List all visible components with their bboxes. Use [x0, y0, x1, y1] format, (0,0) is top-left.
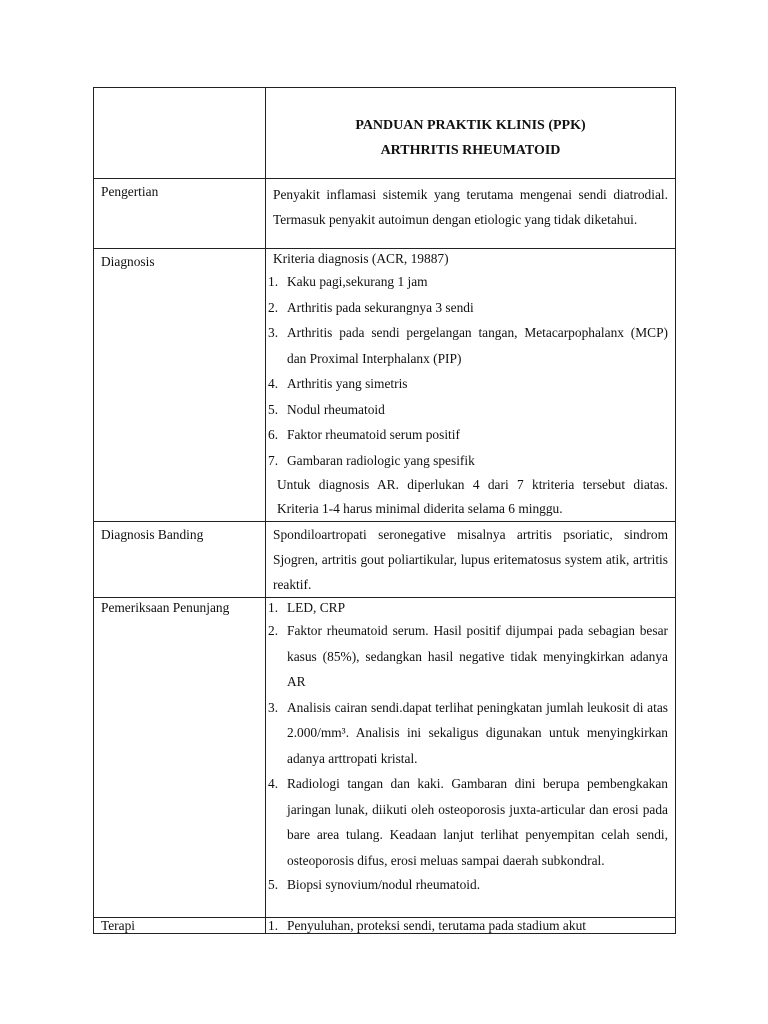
row-label: Terapi	[94, 918, 266, 934]
list-item-text: Kaku pagi,sekurang 1 jam	[287, 274, 428, 289]
row-content	[266, 522, 676, 598]
list-item	[268, 269, 668, 295]
row-content	[266, 598, 676, 918]
list-number: 3.	[268, 699, 279, 715]
list-number: 2.	[268, 623, 279, 638]
list-item	[268, 422, 668, 448]
list-item-text: Arthritis pada sekurangnya 3 sendi	[287, 299, 474, 315]
list-number: 6.	[268, 427, 279, 442]
ppk-table	[93, 87, 676, 934]
list-item-text: Radiologi tangan dan kaki. Gambaran dini berupa pembengkakan jaringan lunak, diikuti oleh osteoporosis juxta-articular dan erosi pada bare area tulang. Keadaan lanjut terlihat penyempitan celah sendi, osteoporosis difus, erosi meluas sampai daerah subkondral.	[287, 776, 668, 868]
list-item	[268, 873, 668, 896]
row-terapi	[94, 918, 676, 934]
row-label: Pemeriksaan Penunjang	[94, 598, 266, 918]
title-line-1: PANDUAN PRAKTIK KLINIS (PPK)	[355, 118, 586, 133]
list-item-text: Arthritis yang simetris	[287, 376, 408, 391]
list-item	[268, 918, 668, 933]
list-item-text: LED, CRP	[287, 600, 346, 615]
list-item	[268, 598, 668, 618]
row-content	[266, 179, 676, 249]
list-number: 5.	[268, 401, 279, 417]
row-content	[266, 249, 676, 522]
title-line-2: ARTHRITIS RHEUMATOID	[380, 143, 561, 158]
list-item	[268, 320, 668, 371]
list-item-text: Faktor rheumatoid serum. Hasil positif dijumpai pada sebagian besar kasus (85%), sedangkan hasil negative tidak menyingkirkan adanya AR	[287, 623, 668, 689]
pengertian-text: Penyakit inflamasi sistemik yang terutama mengenai sendi diatrodial. Termasuk penyakit autoimun dengan etiologic yang tidak diketahui.	[273, 187, 668, 227]
list-item-text: Gambaran radiologic yang spesifik	[287, 452, 475, 468]
list-number: 2.	[268, 299, 279, 315]
list-number: 3.	[268, 325, 279, 340]
list-number: 7.	[268, 452, 279, 468]
row-label: Diagnosis Banding	[94, 522, 266, 598]
row-diagnosis-banding	[94, 522, 676, 598]
list-number: 5.	[268, 877, 279, 892]
list-item-text: Analisis cairan sendi.dapat terlihat peningkatan jumlah leukosit di atas 2.000/mm³. Analisis ini sekaligus digunakan untuk menyingkirkan adanya arttropati kristal.	[287, 699, 668, 766]
list-number: 1.	[268, 918, 279, 933]
list-item	[268, 618, 668, 695]
list-number: 1.	[268, 274, 279, 289]
diagnosis-outro: Untuk diagnosis AR. diperlukan 4 dari 7 ktriteria tersebut diatas. Kriteria 1-4 harus minimal diderita selama 6 minggu.	[277, 477, 668, 516]
terapi-list	[268, 918, 668, 933]
list-item	[268, 448, 668, 474]
list-item	[268, 695, 668, 772]
list-item	[268, 397, 668, 423]
row-pengertian	[94, 179, 676, 249]
list-item-text: Nodul rheumatoid	[287, 401, 385, 417]
list-item	[268, 295, 668, 321]
row-content	[266, 918, 676, 934]
diagnosis-criteria-list	[268, 269, 668, 473]
list-number: 1.	[268, 600, 279, 615]
list-number: 4.	[268, 376, 279, 391]
list-number: 4.	[268, 776, 279, 791]
diagnosis-banding-text: Spondiloartropati seronegative misalnya artritis psoriatic, sindrom Sjogren, artritis gout poliartikular, lupus eritematosus system atik, artritis reaktif.	[273, 527, 668, 592]
header-row	[94, 88, 676, 179]
row-label: Pengertian	[94, 179, 266, 249]
diagnosis-intro: Kriteria diagnosis (ACR, 19887)	[273, 251, 449, 266]
header-title-cell	[266, 88, 676, 179]
document-title	[266, 88, 675, 163]
list-item-text: Penyuluhan, proteksi sendi, terutama pada stadium akut	[287, 918, 586, 933]
list-item	[268, 371, 668, 397]
row-label: Diagnosis	[94, 249, 266, 522]
header-empty-cell	[94, 88, 266, 179]
row-pemeriksaan-penunjang	[94, 598, 676, 918]
pemeriksaan-list	[268, 598, 668, 896]
list-item	[268, 771, 668, 873]
list-item-text: Faktor rheumatoid serum positif	[287, 427, 460, 442]
row-diagnosis	[94, 249, 676, 522]
list-item-text: Biopsi synovium/nodul rheumatoid.	[287, 877, 481, 892]
list-item-text: Arthritis pada sendi pergelangan tangan, Metacarpophalanx (MCP) dan Proximal Interphalanx (PIP)	[287, 325, 668, 366]
